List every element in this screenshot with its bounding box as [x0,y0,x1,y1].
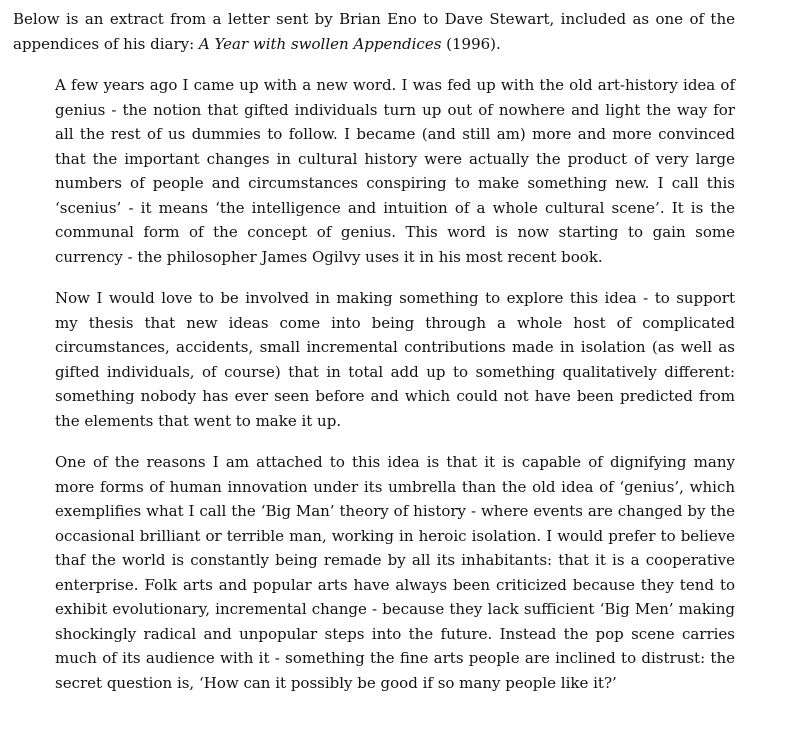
intro-text-before: Below is an extract from a letter sent by Brian Eno to Dave Stewart, included as one of the appendices of his diary: [13,10,735,53]
intro-text-after: (1996). [441,34,501,53]
quote-paragraph-thesis: Now I would love to be involved in making something to explore this idea - to support my thesis that new ideas come into being through a whole host of complicated circumstances, accidents, small incremental contributions made in isolation (as well as gifted individuals, of course) that in total add up to something qualitatively different: something nobody has ever seen before and which could not have been predicted from the elements that went to make it up. [55,289,735,430]
intro-paragraph [13,7,735,56]
book-title: A Year with swollen Appendices [198,34,442,53]
quote-paragraph-big-man: One of the reasons I am attached to this idea is that it is capable of dignifying many more forms of human innovation under its umbrella than the old idea of ‘genius’, which exemplifies what I call the ‘Big Man’ theory of history - where events are changed by the occasional brilliant or terrible man, working in heroic isolation. I would prefer to believe thaf the world is constantly being remade by all its inhabitants: that it is a cooperative enterprise. Folk arts and popular arts have always been criticized because they tend to exhibit evolutionary, incremental change - because they lack sufficient ‘Big Men’ making shockingly radical and unpopular steps into the future. Instead the pop scene carries much of its audience with it - something the fine arts people are inclined to distrust: the secret question is, ‘How can it possibly be good if so many people like it?’ [55,453,735,692]
quote-paragraph-scenius: A few years ago I came up with a new word. I was fed up with the old art-history idea of genius - the notion that gifted individuals turn up out of nowhere and light the way for all the rest of us dummies to follow. I became (and still am) more and more convinced that the important changes in cultural history were actually the product of very large numbers of people and circumstances conspiring to make something new. I call this ‘scenius’ - it means ‘the intelligence and intuition of a whole cultural scene’. It is the communal form of the concept of genius. This word is now starting to gain some currency - the philosopher James Ogilvy uses it in his most recent book. [55,76,735,266]
letter-quote-block [55,73,735,695]
